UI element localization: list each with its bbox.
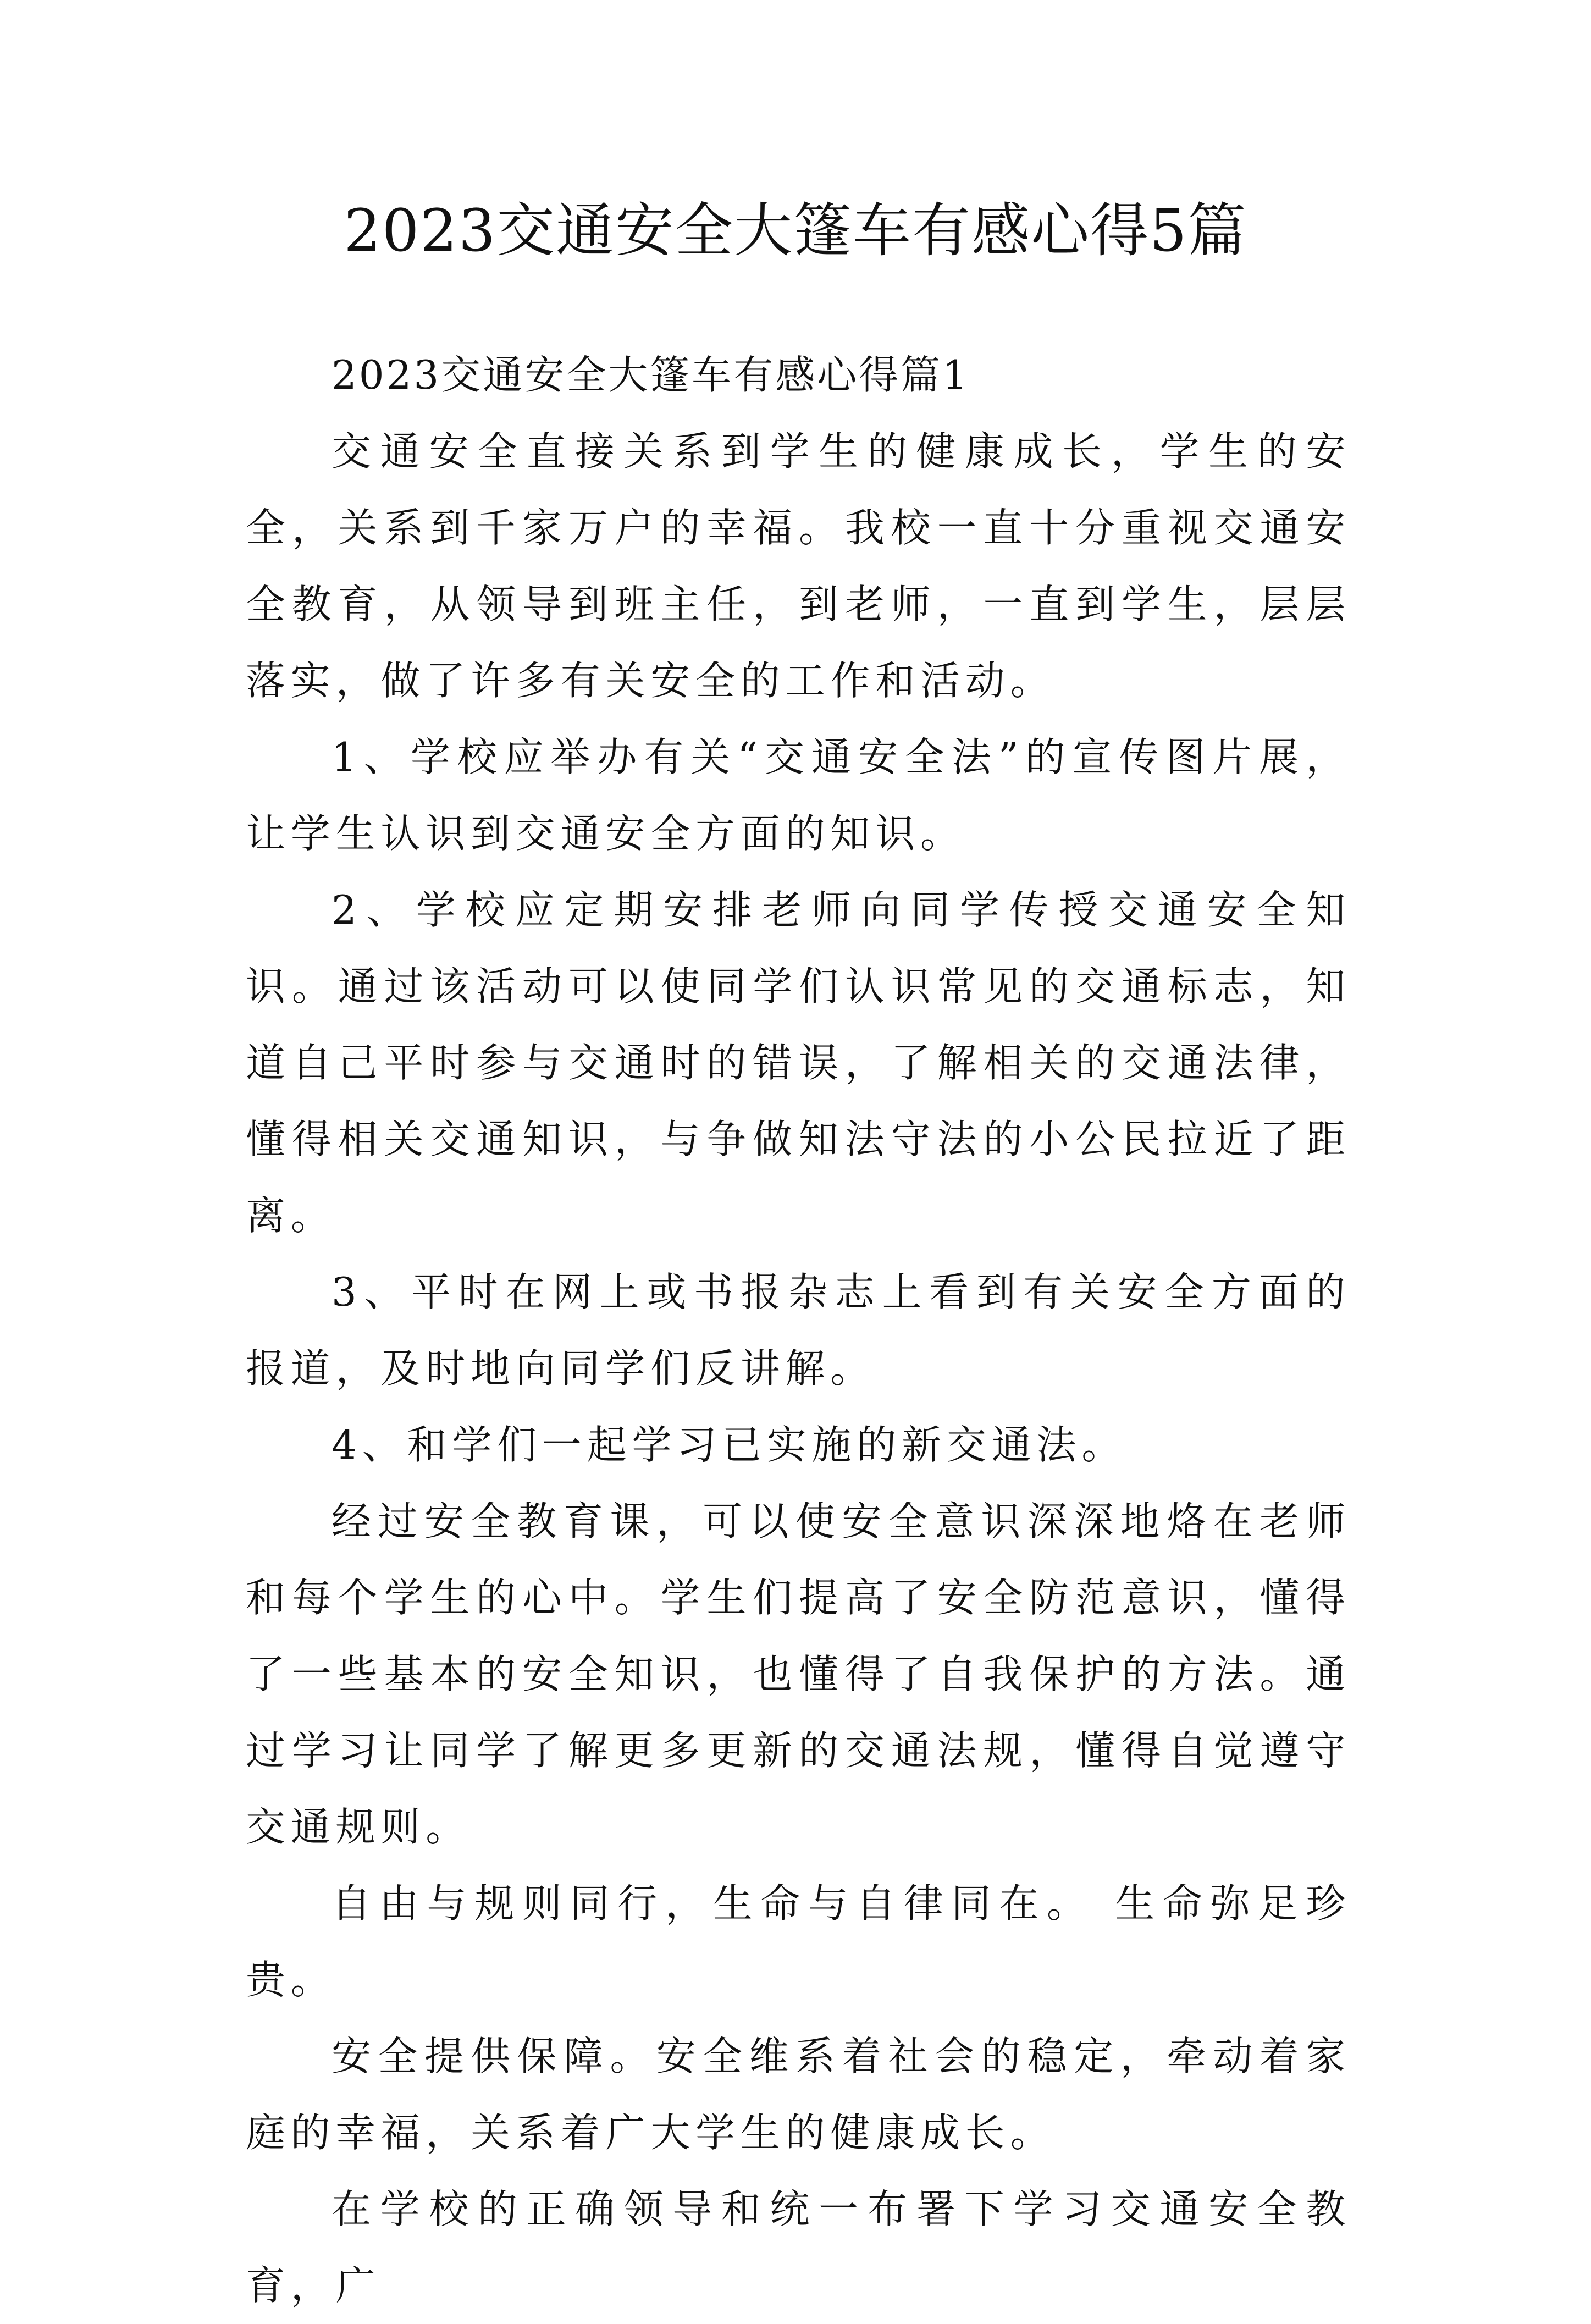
paragraph-intro: 交通安全直接关系到学生的健康成长，学生的安全，关系到千家万户的幸福。我校一直十分重视交通安全教育，从领导到班主任，到老师，一直到学生，层层落实，做了许多有关安全的工作和活动。 xyxy=(246,428,1351,704)
paragraph-item-3: 3、平时在网上或书报杂志上看到有关安全方面的报道，及时地向同学们反讲解。 xyxy=(246,1269,1351,1392)
paragraph-item-4: 4、和学们一起学习已实施的新交通法。 xyxy=(332,1422,1127,1468)
document-body xyxy=(246,337,1351,2324)
paragraph-item-2: 2、学校应定期安排老师向同学传授交通安全知识。通过该活动可以使同学们认识常见的交通标志，知道自己平时参与交通时的错误，了解相关的交通法律，懂得相关交通知识，与争做知法守法的小公民拉近了距离。 xyxy=(246,887,1351,1239)
paragraph-summary: 经过安全教育课，可以使安全意识深深地烙在老师和每个学生的心中。学生们提高了安全防范意识，懂得了一些基本的安全知识，也懂得了自我保护的方法。通过学习让同学了解更多更新的交通法规，懂得自觉遵守交通规则。 xyxy=(246,1498,1351,1850)
section-heading: 2023交通安全大篷车有感心得篇1 xyxy=(332,352,970,398)
paragraph-safety: 安全提供保障。安全维系着社会的稳定，牵动着家庭的幸福，关系着广大学生的健康成长。 xyxy=(246,2033,1351,2156)
document-title: 2023交通安全大篷车有感心得5篇 xyxy=(344,197,1247,264)
paragraph-motto: 自由与规则同行，生命与自律同在。 生命弥足珍贵。 xyxy=(246,1880,1351,2003)
paragraph-continued: 在学校的正确领导和统一布署下学习交通安全教育，广 xyxy=(246,2186,1351,2309)
paragraph-item-1: 1、学校应举办有关“交通安全法”的宣传图片展，让学生认识到交通安全方面的知识。 xyxy=(246,734,1351,857)
